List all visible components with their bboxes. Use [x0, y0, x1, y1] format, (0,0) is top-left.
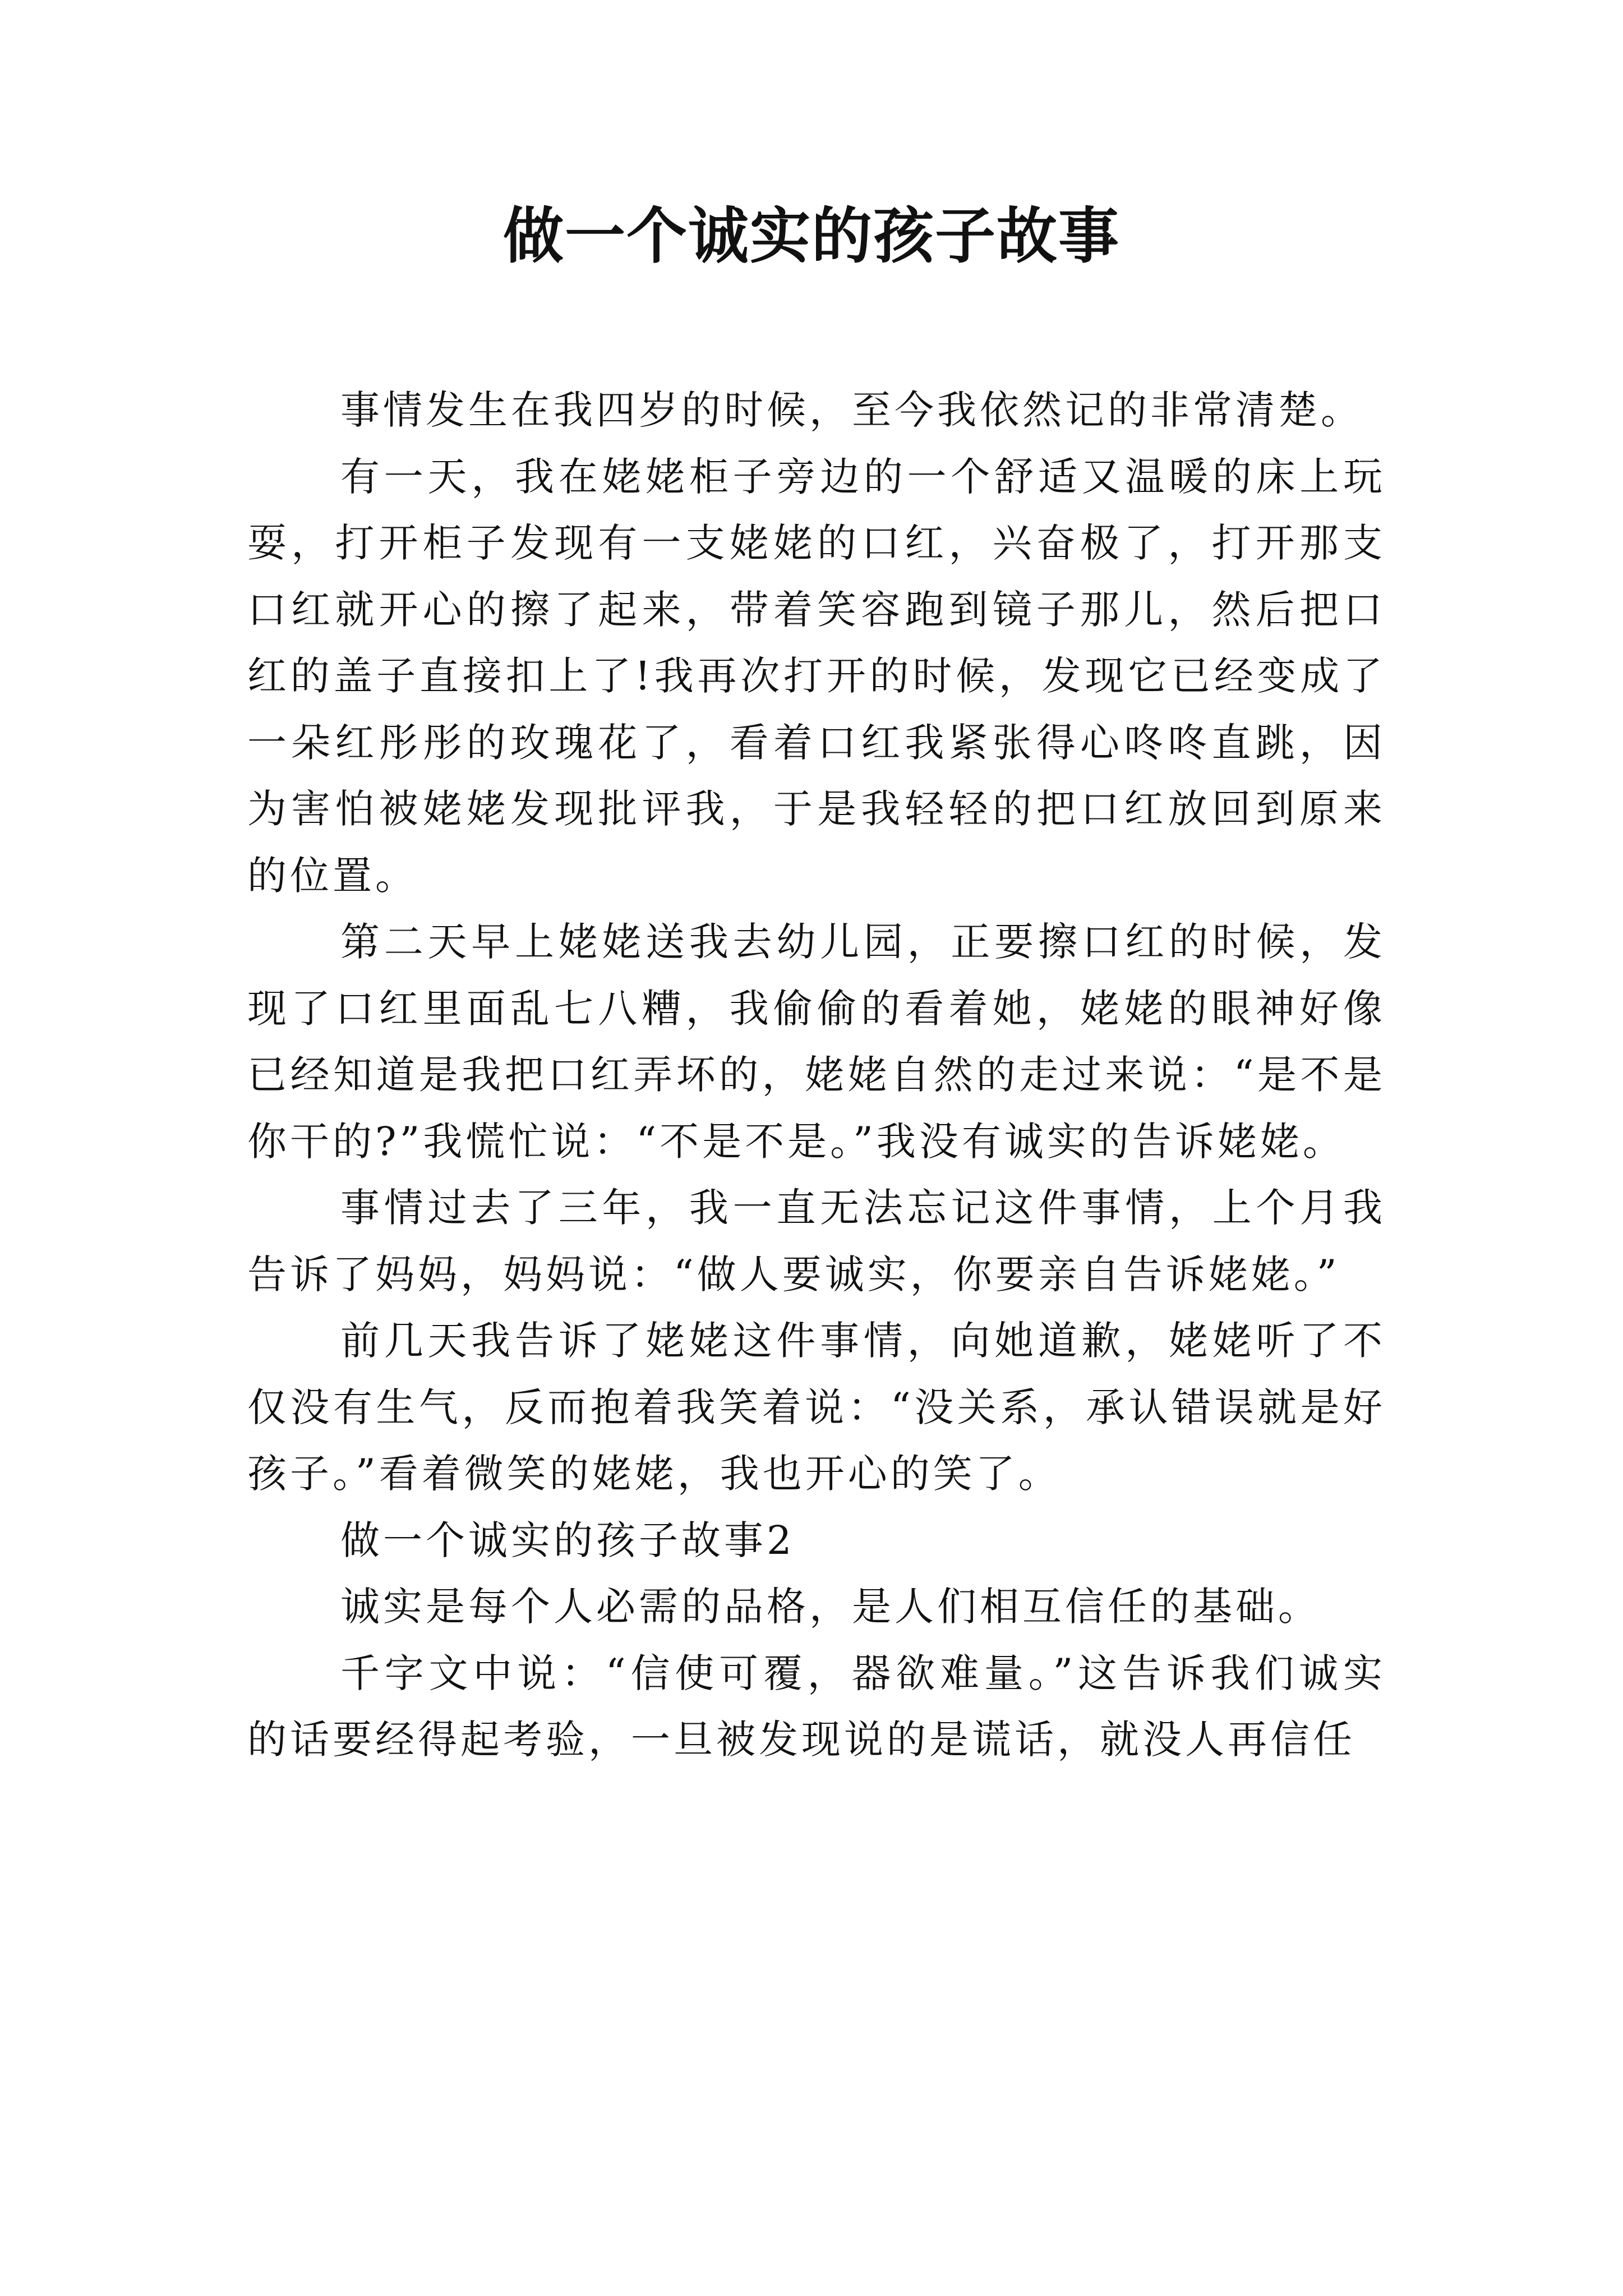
- paragraph-5: 前几天我告诉了姥姥这件事情，向她道歉，姥姥听了不仅没有生气，反而抱着我笑着说：“没关系，承认错误就是好孩子。”看着微笑的姥姥，我也开心的笑了。: [247, 1318, 1386, 1497]
- paragraph-3: 第二天早上姥姥送我去幼儿园，正要擦口红的时候，发现了口红里面乱七八糟，我偷偷的看着她，姥姥的眼神好像已经知道是我把口红弄坏的，姥姥自然的走过来说：“是不是你干的?”我慌忙说：“不是不是。”我没有诚实的告诉姥姥。: [247, 919, 1386, 1165]
- document-body: [247, 377, 1386, 1773]
- paragraph-2: 有一天，我在姥姥柜子旁边的一个舒适又温暖的床上玩耍，打开柜子发现有一支姥姥的口红，兴奋极了，打开那支口红就开心的擦了起来，带着笑容跑到镜子那儿，然后把口红的盖子直接扣上了!我再次打开的时候，发现它已经变成了一朵红彤彤的玫瑰花了，看着口红我紧张得心咚咚直跳，因为害怕被姥姥发现批评我，于是我轻轻的把口红放回到原来的位置。: [247, 453, 1386, 899]
- document-title: 做一个诚实的孩子故事: [502, 201, 1120, 272]
- paragraph-4: 事情过去了三年，我一直无法忘记这件事情，上个月我告诉了妈妈，妈妈说：“做人要诚实，你要亲自告诉姥姥。”: [247, 1185, 1386, 1297]
- paragraph-1: 事情发生在我四岁的时候，至今我依然记的非常清楚。: [340, 387, 1363, 433]
- paragraph-6: 诚实是每个人必需的品格，是人们相互信任的基础。: [340, 1584, 1321, 1630]
- section-heading-2: 做一个诚实的孩子故事2: [340, 1517, 795, 1563]
- paragraph-7: 千字文中说：“信使可覆，器欲难量。”这告诉我们诚实的话要经得起考验，一旦被发现说的是谎话，就没人再信任: [247, 1650, 1386, 1763]
